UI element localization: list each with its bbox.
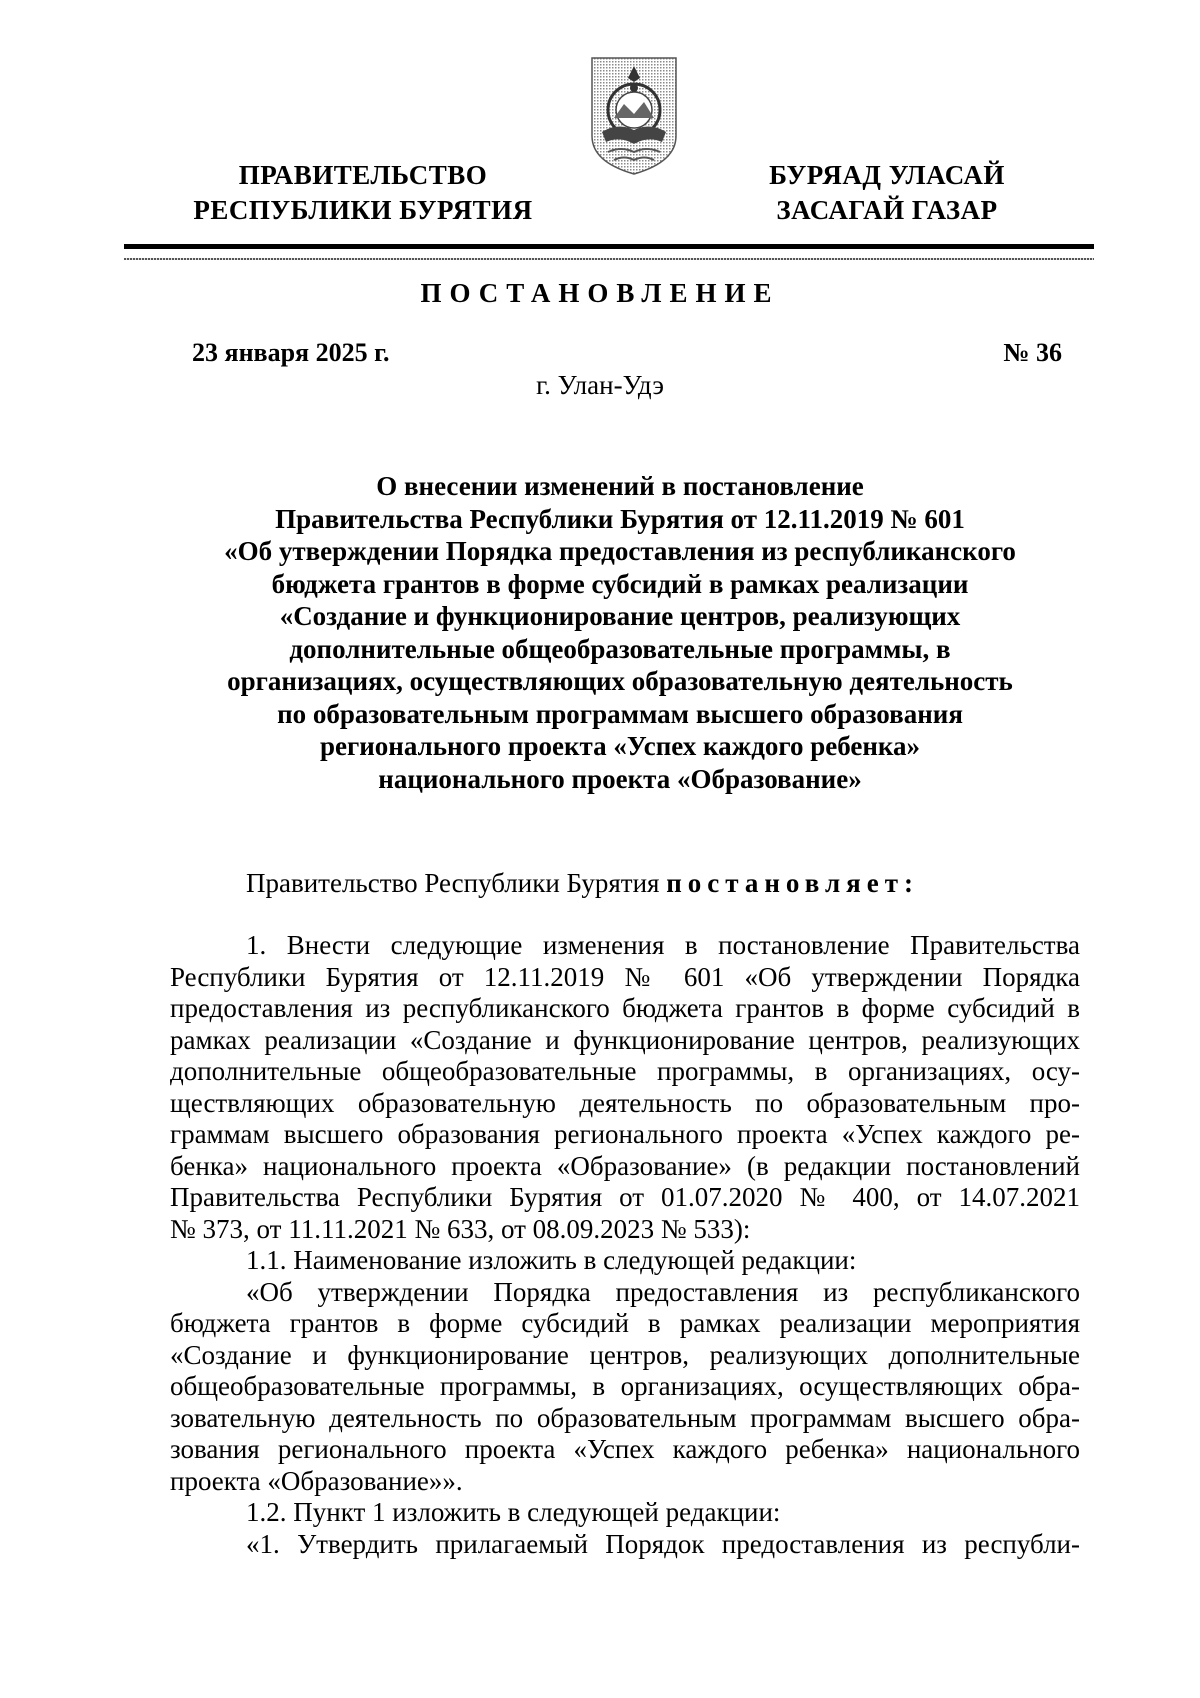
decree-word: постановляет:: [666, 868, 919, 898]
org-name-line: ЗАСАГАЙ ГАЗАР: [776, 195, 998, 225]
org-name-buryat: [742, 158, 1032, 228]
body-line: Республики Бурятия от 12.11.2019 № 601 «Об утверждении Порядка: [170, 961, 1080, 992]
body-line: 1. Внести следующие изменения в постановление Правительства: [246, 930, 1080, 960]
header-divider-thick: [124, 244, 1094, 249]
title-line: дополнительные общеобразовательные программы, в: [289, 633, 951, 664]
title-line: по образовательным программам высшего образования: [277, 698, 963, 729]
body-line: «Об утверждении Порядка предоставления из республиканского: [246, 1276, 1080, 1307]
body-line: общеобразовательные программы, в организациях, осуществляющих обра-: [170, 1371, 1080, 1401]
title-line: «Создание и функционирование центров, реализующих: [279, 601, 961, 631]
body-line: зования регионального проекта «Успех каждого ребенка» национального: [170, 1434, 1080, 1464]
body-line: предоставления из республиканского бюджета грантов в форме субсидий в: [170, 993, 1080, 1023]
body-line: рамках реализации «Создание и функционирование центров, реализующих: [170, 1024, 1080, 1055]
document-type: ПОСТАНОВЛЕНИЕ: [420, 278, 780, 308]
body-line: граммам высшего образования регионального проекта «Успех каждого ре-: [170, 1119, 1080, 1149]
body-line: ществляющих образовательную деятельность по образовательным про-: [170, 1087, 1080, 1118]
document-number: № 36: [1003, 338, 1062, 367]
decree-prefix: Правительство Республики Бурятия: [246, 868, 667, 898]
body-line: дополнительные общеобразовательные программы, в организациях, осу-: [170, 1056, 1080, 1086]
org-name-line: ПРАВИТЕЛЬСТВО: [238, 160, 488, 190]
org-name-russian: [178, 158, 548, 228]
body-line: зовательную деятельность по образовательным программам высшего обра-: [170, 1402, 1080, 1433]
title-line: бюджета грантов в форме субсидий в рамках реализации: [271, 568, 969, 599]
body-line: бюджета грантов в форме субсидий в рамках реализации мероприятия: [170, 1308, 1080, 1338]
body-line: «Создание и функционирование центров, реализующих дополнительные: [170, 1339, 1080, 1370]
org-name-line: РЕСПУБЛИКИ БУРЯТИЯ: [193, 195, 533, 225]
decree-statement: [246, 868, 919, 899]
body-line: Правительства Республики Бурятия от 01.07.2020 № 400, от 14.07.2021: [170, 1182, 1080, 1212]
coat-of-arms-icon: [588, 52, 680, 176]
title-line: регионального проекта «Успех каждого ребенка»: [319, 731, 921, 761]
title-line: организациях, осуществляющих образовательную деятельность: [227, 666, 1013, 696]
body-line: проекта «Образование»».: [170, 1465, 463, 1496]
header-divider-thin: [124, 258, 1094, 260]
body-line: 1.2. Пункт 1 изложить в следующей редакции:: [246, 1497, 781, 1527]
body-line: 1.1. Наименование изложить в следующей редакции:: [246, 1245, 857, 1275]
title-line: Правительства Республики Бурятия от 12.11.2019 № 601: [275, 503, 965, 534]
body-line: «1. Утвердить прилагаемый Порядок предоставления из республи-: [246, 1528, 1080, 1559]
body-line: № 373, от 11.11.2021 № 633, от 08.09.2023 № 533):: [170, 1213, 751, 1244]
title-line: «Об утверждении Порядка предоставления из республиканского: [224, 536, 1016, 566]
document-date: 23 января 2025 г.: [192, 338, 390, 367]
title-line: О внесении изменений в постановление: [376, 471, 864, 501]
document-body: [170, 930, 1080, 1560]
title-line: национального проекта «Образование»: [378, 763, 862, 794]
document-title: [150, 470, 1090, 795]
body-line: бенка» национального проекта «Образование» (в редакции постановлений: [170, 1150, 1080, 1181]
org-name-line: БУРЯАД УЛАСАЙ: [769, 160, 1005, 190]
document-city: г. Улан-Удэ: [536, 370, 664, 400]
